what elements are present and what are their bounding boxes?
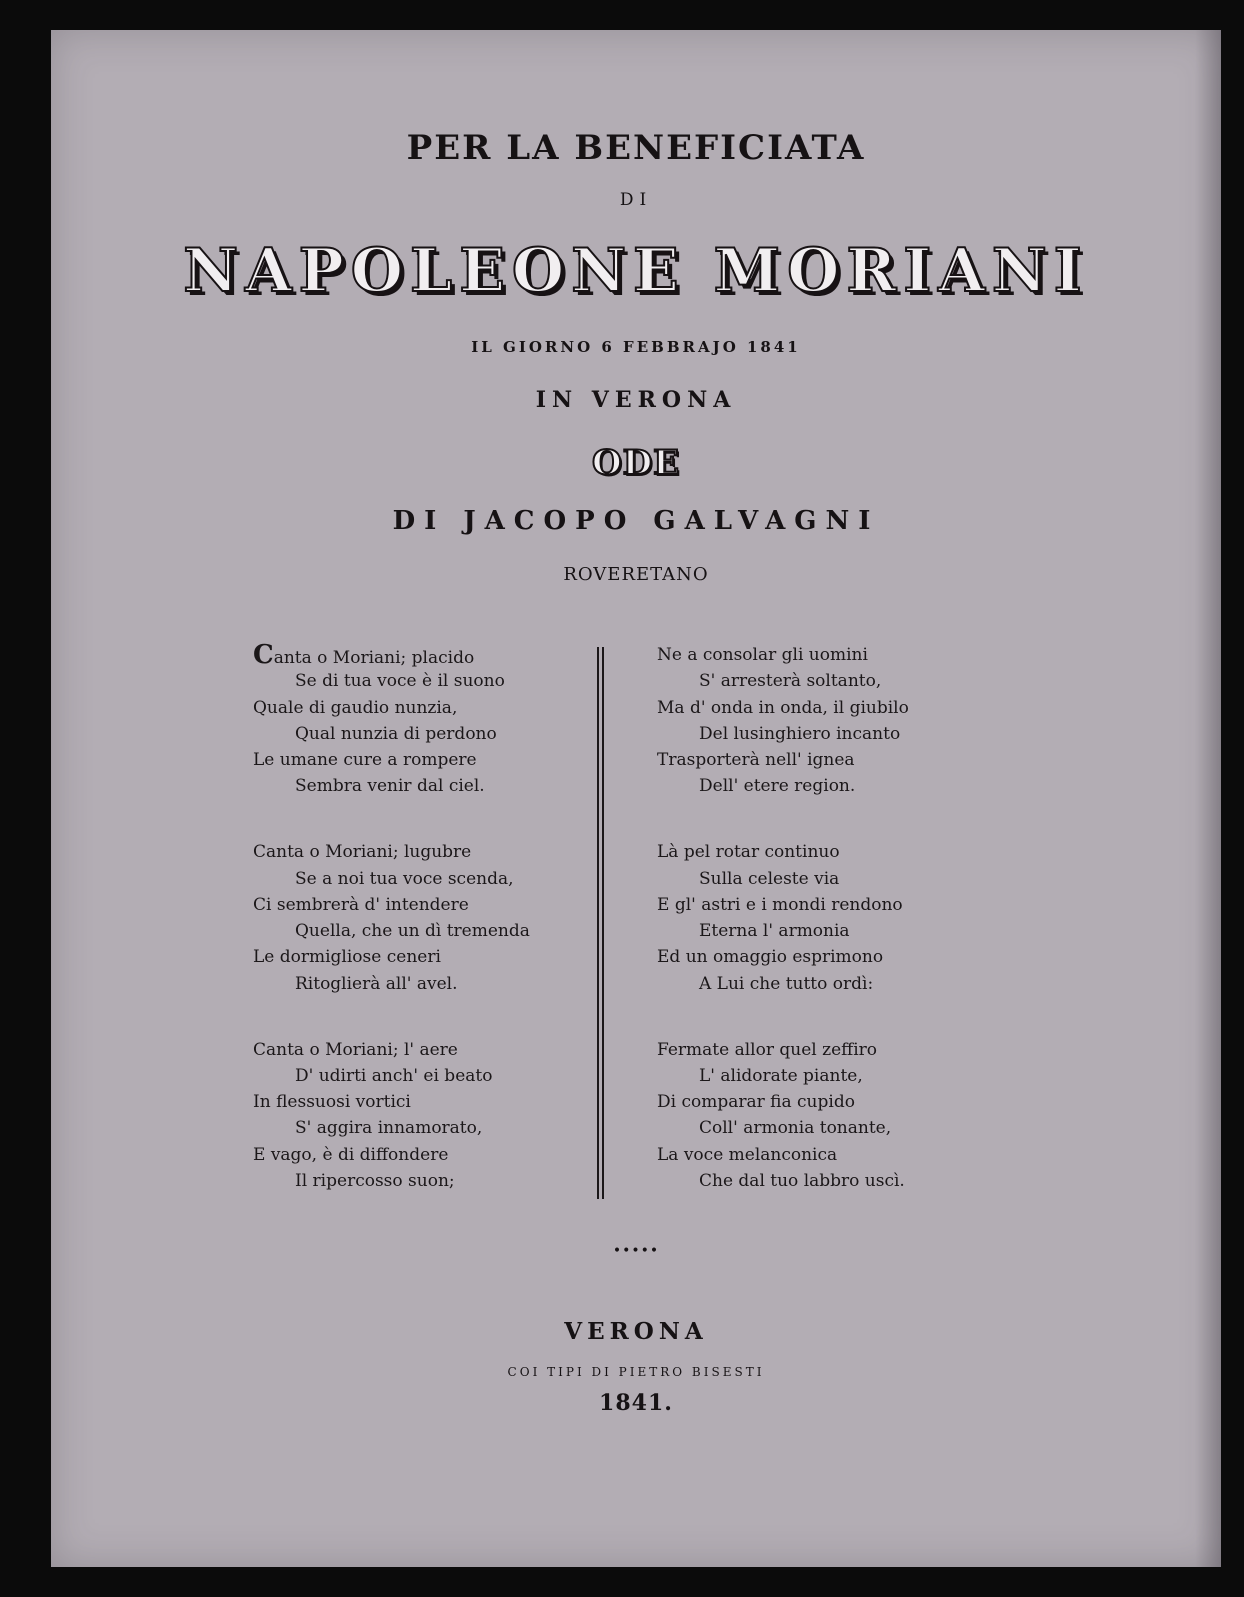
printed-sheet <box>51 30 1221 1567</box>
verse-line: Canta o Moriani; placido <box>253 640 475 670</box>
verse-line: Se a noi tua voce scenda, <box>295 868 514 889</box>
verse-line: Canta o Moriani; l' aere <box>253 1039 458 1060</box>
imprint-printer: COI TIPI DI PIETRO BISESTI <box>507 1365 765 1379</box>
verse-line: A Lui che tutto ordì: <box>699 973 874 994</box>
stanza <box>657 642 997 800</box>
verse-line: E vago, è di diffondere <box>253 1144 449 1165</box>
verse-line: Dell' etere region. <box>699 776 856 797</box>
verse-line: Ne a consolar gli uomini <box>657 645 868 665</box>
verse-line: Là pel rotar continuo <box>657 842 840 863</box>
verse-line: Fermate allor quel zeffiro <box>657 1039 878 1060</box>
verse-line: Quella, che un dì tremenda <box>295 921 530 942</box>
verse-line: Quale di gaudio nunzia, <box>253 697 458 718</box>
column-divider <box>597 647 604 1199</box>
verse-line: Ci sembrerà d' intendere <box>253 894 469 915</box>
title-line-2: DI <box>619 190 653 210</box>
verse-line: Di comparar fia cupido <box>657 1092 855 1113</box>
verse-line: Ed un omaggio esprimono <box>657 947 884 968</box>
poem-left-column <box>253 642 593 1234</box>
verse-line: D' udirti anch' ei beato <box>295 1065 493 1086</box>
verse-line: Canta o Moriani; lugubre <box>253 842 472 863</box>
verse-line: Che dal tuo labbro uscì. <box>699 1171 905 1192</box>
stanza <box>657 1037 997 1195</box>
verse-line: S' arresterà soltanto, <box>699 671 882 692</box>
verse-line: In flessuosi vortici <box>253 1092 411 1113</box>
imprint-year: 1841. <box>599 1390 673 1416</box>
verse-line: Se di tua voce è il suono <box>295 671 505 692</box>
verse-line: Le umane cure a rompere <box>253 750 477 771</box>
verse-line: Ma d' onda in onda, il giubilo <box>657 697 909 718</box>
verse-line: Sulla celeste via <box>699 868 840 889</box>
verse-line: Del lusinghiero incanto <box>699 723 901 744</box>
verse-line: Sembra venir dal ciel. <box>295 776 485 797</box>
author-origin: ROVERETANO <box>563 564 709 585</box>
ornament-divider: ••••• <box>612 1243 660 1259</box>
stanza <box>253 839 593 997</box>
stanza <box>253 642 593 800</box>
author-line: DI JACOPO GALVAGNI <box>392 506 880 536</box>
verse-line: Le dormigliose ceneri <box>253 947 441 968</box>
stanza <box>253 1037 593 1195</box>
verse-line: Qual nunzia di perdono <box>295 723 497 744</box>
genre-heading: ODE <box>591 443 681 483</box>
stanza <box>657 839 997 997</box>
verse-line: L' alidorate piante, <box>699 1065 863 1086</box>
verse-line: Trasporterà nell' ignea <box>657 750 855 771</box>
honoree-name: NAPOLEONE MORIANI <box>183 236 1089 306</box>
verse-line: S' aggira innamorato, <box>295 1118 483 1139</box>
poem-right-column <box>657 642 997 1234</box>
imprint-city: VERONA <box>564 1318 708 1345</box>
verse-line: Coll' armonia tonante, <box>699 1118 892 1139</box>
verse-line: Ritoglierà all' avel. <box>295 973 458 994</box>
verse-line: Il ripercosso suon; <box>295 1171 455 1192</box>
verse-line: La voce melanconica <box>657 1144 838 1165</box>
verse-line: E gl' astri e i mondi rendono <box>657 894 903 915</box>
title-line-1: PER LA BENEFICIATA <box>406 128 866 168</box>
verse-line: Eterna l' armonia <box>699 921 850 942</box>
event-date: IL GIORNO 6 FEBBRAJO 1841 <box>471 338 801 356</box>
event-place: IN VERONA <box>535 387 737 413</box>
